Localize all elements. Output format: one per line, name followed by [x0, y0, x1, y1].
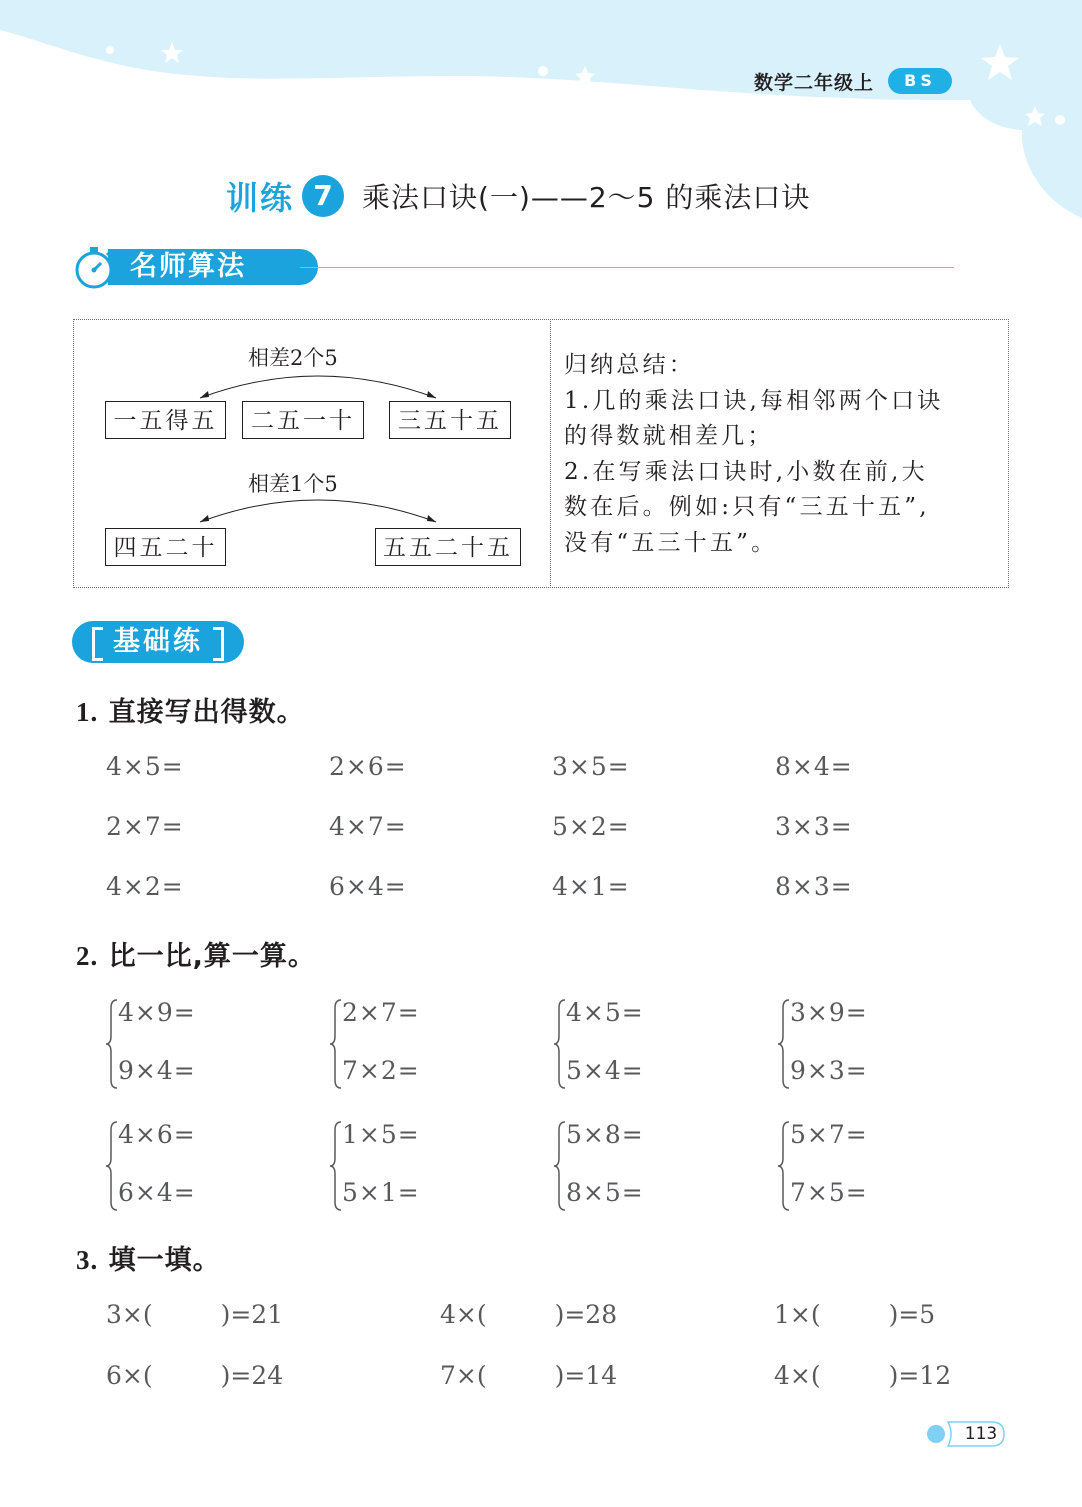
equation-left: 7×(: [440, 1361, 487, 1390]
equation: 1×5=: [342, 1120, 420, 1149]
compare-pair: [778, 996, 898, 1092]
summary-line: 的得数就相差几；: [564, 423, 774, 449]
left-brace-icon: [554, 1118, 566, 1214]
question-2-heading: [76, 934, 316, 973]
fill-blank-equation: [106, 1361, 283, 1390]
question-number: 3.: [76, 1245, 99, 1275]
left-brace-icon: [330, 996, 342, 1092]
page-number: 113: [964, 1424, 998, 1444]
question-text: 填一填。: [108, 1245, 221, 1276]
equation: 9×3=: [790, 1056, 868, 1085]
equation: 8×5=: [566, 1178, 644, 1207]
equation: 3×5=: [552, 752, 630, 781]
equation-left: 1×(: [774, 1300, 821, 1329]
compare-pair: [106, 1118, 226, 1214]
equation-left: 6×(: [106, 1361, 153, 1390]
title-number-badge: 7: [302, 175, 344, 217]
fill-blank-equation: [440, 1361, 617, 1390]
compare-pair: [554, 1118, 674, 1214]
edition-badge: BS: [888, 68, 952, 94]
equation: 7×5=: [790, 1178, 868, 1207]
koujue-box: 四五二十: [105, 528, 226, 566]
fill-blank-equation: [106, 1300, 283, 1329]
equation: 2×6=: [329, 752, 407, 781]
compare-pair: [330, 996, 450, 1092]
question-text: 比一比,算一算。: [108, 941, 316, 972]
equation-right: )=28: [554, 1300, 618, 1329]
question-text: 直接写出得数。: [108, 697, 305, 728]
equation: 2×7=: [342, 998, 420, 1027]
summary-line: 1.几的乘法口诀,每相邻两个口诀: [564, 387, 944, 414]
title-main: 乘法口诀(一)——2～5 的乘法口诀: [362, 181, 811, 214]
equation-right: )=24: [220, 1361, 284, 1390]
compare-pair: [106, 996, 226, 1092]
summary-line: 2.在写乘法口诀时,小数在前,大: [564, 458, 928, 485]
equation: 4×7=: [329, 812, 407, 841]
compare-pair: [778, 1118, 898, 1214]
left-brace-icon: [778, 996, 790, 1092]
left-brace-icon: [106, 1118, 118, 1214]
basic-section-label: 基础练: [113, 626, 203, 657]
diff-label-2: 相差2个5: [248, 346, 338, 370]
equation-left: 4×(: [440, 1300, 487, 1329]
compare-pair: [554, 996, 674, 1092]
method-section-label: 名师算法: [108, 249, 318, 285]
question-number: 2.: [76, 941, 99, 971]
equation: 4×9=: [118, 998, 196, 1027]
equation: 4×2=: [106, 872, 184, 901]
fill-blank-equation: [774, 1361, 951, 1390]
question-3-heading: [76, 1238, 221, 1277]
equation: 6×4=: [329, 872, 407, 901]
equation: 8×4=: [775, 752, 853, 781]
equation: 4×5=: [106, 752, 184, 781]
koujue-box: 三五十五: [389, 401, 511, 439]
title-prefix: 训练: [226, 179, 295, 217]
equation-left: 4×(: [774, 1361, 821, 1390]
left-brace-icon: [330, 1118, 342, 1214]
equation-right: )=14: [554, 1361, 618, 1390]
equation: 4×5=: [566, 998, 644, 1027]
equation: 5×4=: [566, 1056, 644, 1085]
left-brace-icon: [554, 996, 566, 1092]
compare-pair: [330, 1118, 450, 1214]
equation: 4×1=: [552, 872, 630, 901]
equation: 6×4=: [118, 1178, 196, 1207]
book-label: 数学二年级上: [754, 72, 875, 94]
equation: 2×7=: [106, 812, 184, 841]
left-brace-icon: [106, 996, 118, 1092]
koujue-box: 一五得五: [105, 401, 226, 439]
equation: 5×2=: [552, 812, 630, 841]
fill-blank-equation: [440, 1300, 617, 1329]
equation: 4×6=: [118, 1120, 196, 1149]
question-number: 1.: [76, 697, 99, 727]
equation: 5×7=: [790, 1120, 868, 1149]
basic-section-header: [72, 621, 244, 663]
equation-right: )=21: [220, 1300, 284, 1329]
equation-right: )=5: [888, 1300, 936, 1329]
summary-line: 没有“五三十五”。: [564, 529, 778, 556]
equation: 5×1=: [342, 1178, 420, 1207]
equation-left: 3×(: [106, 1300, 153, 1329]
question-1-heading: [76, 690, 305, 729]
diff-label-1: 相差1个5: [248, 472, 338, 496]
koujue-box: 二五一十: [242, 401, 364, 439]
equation: 7×2=: [342, 1056, 420, 1085]
equation: 3×3=: [775, 812, 853, 841]
summary-text: [564, 348, 1000, 561]
left-brace-icon: [778, 1118, 790, 1214]
equation: 8×3=: [775, 872, 853, 901]
equation: 9×4=: [118, 1056, 196, 1085]
equation: 5×8=: [566, 1120, 644, 1149]
koujue-box: 五五二十五: [375, 528, 521, 566]
fill-blank-equation: [774, 1300, 935, 1329]
summary-line: 数在后。例如:只有“三五十五”,: [564, 494, 930, 520]
equation: 3×9=: [790, 998, 868, 1027]
summary-line: 归纳总结：: [564, 352, 695, 378]
equation-right: )=12: [888, 1361, 952, 1390]
